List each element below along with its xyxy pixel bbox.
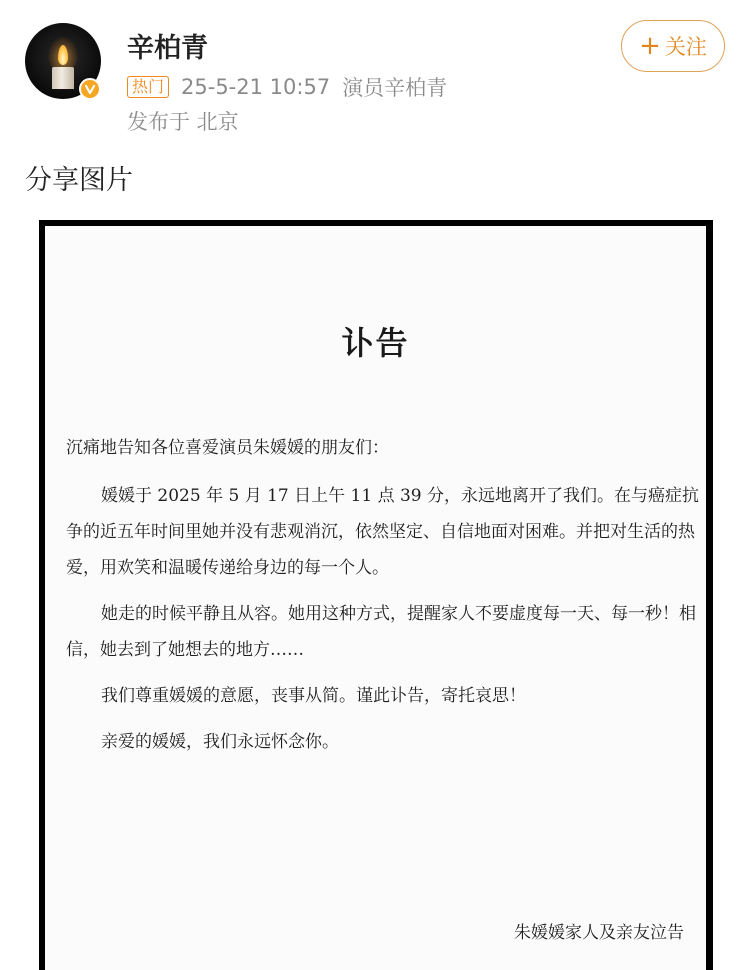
notice-paragraph: 我们尊重媛媛的意愿，丧事从简。谨此讣告，寄托哀思！ [101, 686, 526, 706]
notice-salutation: 沉痛地告知各位喜爱演员朱媛媛的朋友们： [66, 438, 389, 458]
post-location: 发布于 北京 [127, 110, 239, 134]
plus-icon: + [639, 31, 661, 61]
hot-badge: 热门 [127, 76, 169, 98]
verified-badge-icon [79, 78, 101, 100]
notice-paragraph: 她走的时候平静且从容。她用这种方式，提醒家人不要虚度每一天、每一秒！相信，她去到了她想去的地方…… [66, 604, 696, 660]
follow-button[interactable] [621, 20, 725, 72]
notice-body [66, 430, 702, 770]
post-source: 演员辛柏青 [342, 76, 448, 100]
notice-paragraph: 亲爱的媛媛，我们永远怀念你。 [101, 732, 339, 752]
post-timestamp: 25-5-21 10:57 [181, 75, 331, 99]
follow-label: 关注 [664, 35, 707, 59]
candle-icon [52, 67, 74, 89]
post-image[interactable] [39, 220, 713, 970]
notice-signature: 朱媛媛家人及亲友泣告 [514, 923, 684, 943]
candle-flame-icon [58, 45, 68, 65]
notice-paragraph: 媛媛于 2025 年 5 月 17 日上午 11 点 39 分，永远地离开了我们。在与癌症抗争的近五年时间里她并没有悲观消沉，依然坚定、自信地面对困难。并把对生活的热爱，用欢笑和温暖传递给身边的每一个人。 [66, 486, 700, 578]
username[interactable]: 辛柏青 [127, 33, 208, 64]
obituary-notice [45, 226, 706, 970]
post-meta [127, 72, 447, 102]
notice-title: 讣告 [341, 324, 410, 362]
post-text: 分享图片 [25, 165, 133, 196]
